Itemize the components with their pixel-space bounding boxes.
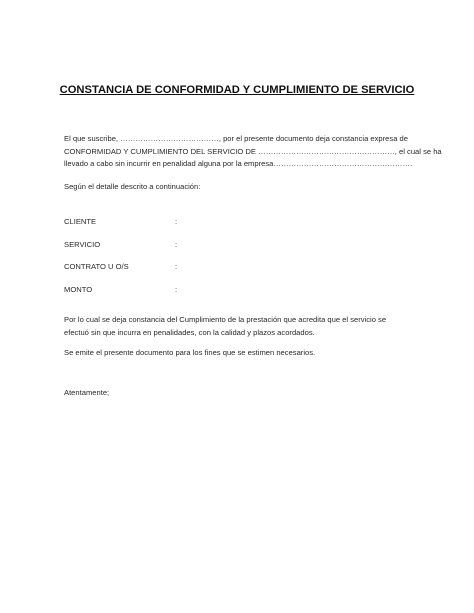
field-row-servicio: [64, 240, 264, 252]
closing-line: Por lo cual se deja constancia del Cumplimiento de la prestación que acredita que el servicio se: [64, 315, 387, 324]
detail-intro: [64, 181, 414, 194]
detail-fields: [64, 217, 264, 307]
closing-line: efectuó sin que incurra en penalidades, con la calidad y plazos acordados.: [64, 327, 315, 337]
field-label: SERVICIO: [64, 239, 101, 249]
field-row-monto: [64, 285, 264, 297]
field-row-contrato: [64, 262, 264, 274]
issue-statement: [64, 347, 414, 360]
intro-line: El que suscribe, …………………………………, por el presente documento deja constancia expresa de: [64, 134, 408, 143]
field-separator: :: [175, 284, 178, 294]
field-label: MONTO: [64, 284, 93, 294]
intro-paragraph: [64, 133, 442, 171]
field-label: CONTRATO U O/S: [64, 262, 129, 272]
intro-line: CONFORMIDAD Y CUMPLIMIENTO DEL SERVICIO DE ………………………………………………, el cual se ha: [64, 146, 442, 156]
field-separator: :: [175, 262, 178, 272]
intro-line: llevado a cabo sin incurrir en penalidad alguna por la empresa……………………………………………….: [64, 159, 413, 168]
regards-text: Atentamente;: [64, 388, 110, 397]
field-label: CLIENTE: [64, 217, 97, 226]
detail-intro-text: Según el detalle descrito a continuación:: [64, 182, 201, 191]
issue-statement-text: Se emite el presente documento para los fines que se estimen necesarios.: [64, 348, 316, 357]
document-title: CONSTANCIA DE CONFORMIDAD Y CUMPLIMIENTO DE SERVICIO: [59, 84, 415, 96]
regards: [64, 387, 414, 400]
field-row-cliente: [64, 217, 264, 229]
field-separator: :: [175, 239, 178, 249]
closing-paragraph: [64, 314, 414, 339]
field-separator: :: [175, 217, 178, 226]
